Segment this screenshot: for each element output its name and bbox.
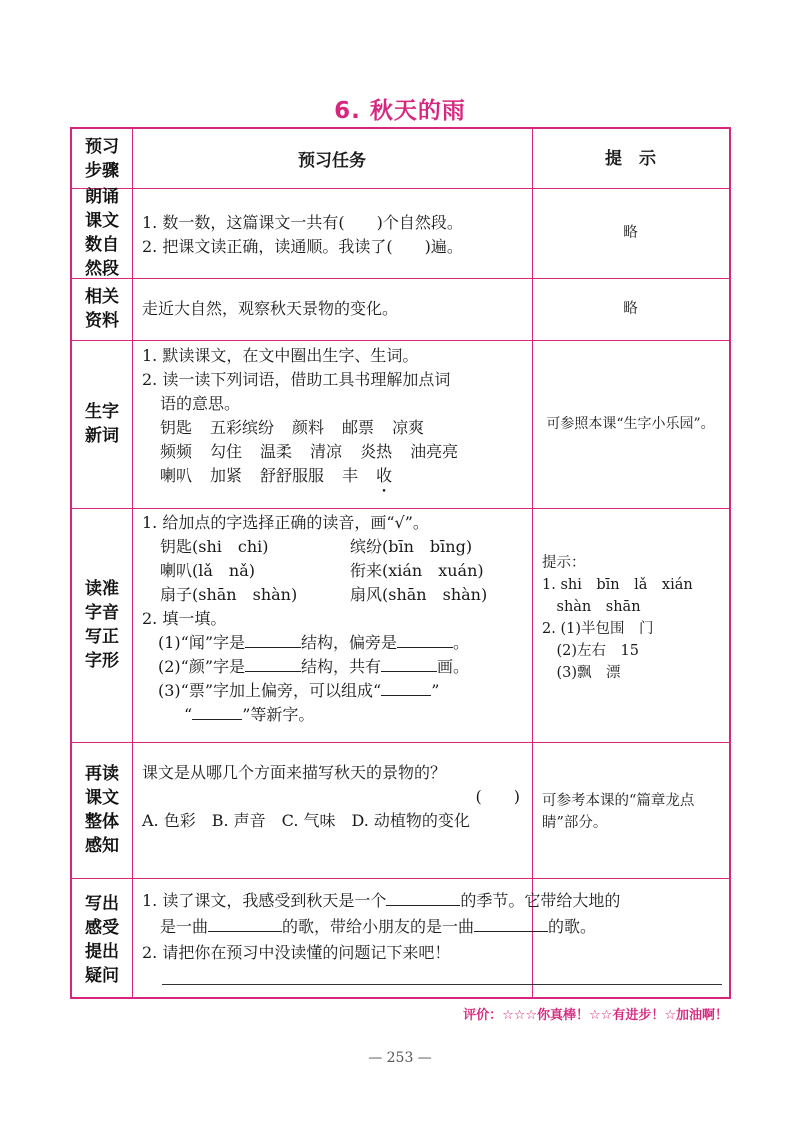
task-line: 走近大自然，观察秋天景物的变化。 [142, 299, 399, 318]
task-line: 2. 请把你在预习中没读懂的问题记下来吧！ [142, 943, 451, 962]
step-label: 朗诵课文数自然段 [85, 187, 119, 279]
task-line: 语的意思。 [160, 394, 241, 413]
word: 钥匙 [160, 418, 193, 437]
fill-line: (3)“票”字加上偏旁，可以组成“ ” [158, 681, 440, 700]
hint-line: 2. (1)半包围 门 [542, 621, 654, 637]
word: 炎热 [360, 442, 393, 461]
task-line: 1. 给加点的字选择正确的读音，画“√”。 [142, 513, 429, 532]
answer-blank[interactable] [381, 679, 431, 696]
preview-table [70, 127, 731, 999]
word-row [142, 440, 524, 464]
hint-cell: 可参照本课“生字小乐园”。 [546, 416, 715, 432]
hint-line: shàn shān [542, 599, 641, 615]
hint-cell [532, 508, 729, 742]
fill-line: (2)“颜”字是 结构，共有 画。 [158, 657, 470, 676]
writing-line[interactable] [162, 984, 722, 985]
answer-blank[interactable] [208, 915, 282, 932]
task-cell [132, 211, 532, 259]
step-label: 读准字音写正字形 [85, 579, 119, 671]
row-divider [72, 878, 729, 879]
task-cell [132, 344, 532, 488]
task-cell [132, 761, 532, 833]
word: 颜料 [292, 418, 325, 437]
options-text: A. 色彩 B. 声音 C. 气味 D. 动植物的变化 [142, 811, 470, 830]
pinyin-row: 喇叭(lǎ nǎ) 衔来(xián xuán) [160, 561, 484, 580]
fill-line: 1. 读了课文，我感受到秋天是一个 的季节。它带给大地的 [142, 891, 621, 910]
task-cell-wide [132, 888, 732, 966]
step-label: 生字新词 [85, 402, 119, 446]
dotted-char: 收 [376, 466, 393, 485]
word-row [142, 464, 524, 488]
question-text: 课文是从哪几个方面来描写秋天的景物的？ [142, 763, 447, 782]
step-label: 再读课文整体感知 [85, 764, 119, 856]
answer-blank[interactable] [386, 889, 460, 906]
answer-parens[interactable]: ( ) [475, 787, 520, 806]
header-task: 预习任务 [298, 151, 366, 171]
lesson-title: 6. 秋天的雨 [334, 98, 466, 124]
hint-cell: 略 [623, 301, 638, 317]
page-number: — 253 — [368, 1050, 432, 1066]
word: 凉爽 [392, 418, 425, 437]
hint-line: 提示： [542, 555, 586, 571]
word: 油亮亮 [410, 442, 459, 461]
hint-line: (2)左右 15 [542, 643, 639, 659]
header-hint: 提 示 [605, 148, 656, 169]
word-dotted: 丰 收 [342, 464, 410, 488]
task-cell [132, 297, 532, 321]
fill-line: (1)“闻”字是 结构，偏旁是 。 [158, 633, 470, 652]
task-line: 1. 数一数，这篇课文一共有( )个自然段。 [142, 213, 463, 232]
word-row [142, 416, 524, 440]
header-step: 预习步骤 [85, 136, 119, 181]
answer-blank[interactable] [381, 655, 437, 672]
answer-blank[interactable] [474, 915, 548, 932]
word: 加紧 [210, 466, 243, 485]
word: 清凉 [310, 442, 343, 461]
evaluation-stars: 评价：☆☆☆你真棒！☆☆有进步！☆加油啊！ [463, 1008, 728, 1023]
task-line: 2. 读一读下列词语，借助工具书理解加点词 [142, 370, 451, 389]
hint-cell: 可参考本课的“篇章龙点睛”部分。 [542, 793, 695, 831]
word: 勾住 [210, 442, 243, 461]
answer-blank[interactable] [192, 703, 242, 720]
answer-blank[interactable] [245, 631, 301, 648]
word: 邮票 [342, 418, 375, 437]
step-label: 写出感受提出疑问 [85, 893, 119, 986]
task-line: 2. 把课文读正确，读通顺。我读了( )遍。 [142, 237, 463, 256]
hint-cell: 略 [623, 225, 638, 241]
answer-blank[interactable] [245, 655, 301, 672]
word: 喇叭 [160, 466, 193, 485]
pinyin-row: 扇子(shān shàn) 扇风(shān shàn) [160, 585, 488, 604]
task-line: 2. 填一填。 [142, 609, 227, 628]
fill-line: 是一曲 的歌，带给小朋友的是一曲 的歌。 [160, 917, 597, 936]
task-line: 1. 默读课文，在文中圈出生字、生词。 [142, 346, 419, 365]
fill-line: “ ”等新字。 [184, 705, 315, 724]
answer-blank[interactable] [397, 631, 453, 648]
word: 五彩缤纷 [210, 418, 275, 437]
hint-line: 1. shi bīn lǎ xián [542, 577, 693, 593]
hint-line: (3)飘 漂 [542, 665, 621, 681]
pinyin-row: 钥匙(shi chi) 缤纷(bīn bīng) [160, 537, 473, 556]
word: 舒舒服服 [260, 466, 325, 485]
step-label: 相关资料 [85, 287, 119, 331]
task-cell [132, 511, 532, 727]
word: 温柔 [260, 442, 293, 461]
word: 频频 [160, 442, 193, 461]
